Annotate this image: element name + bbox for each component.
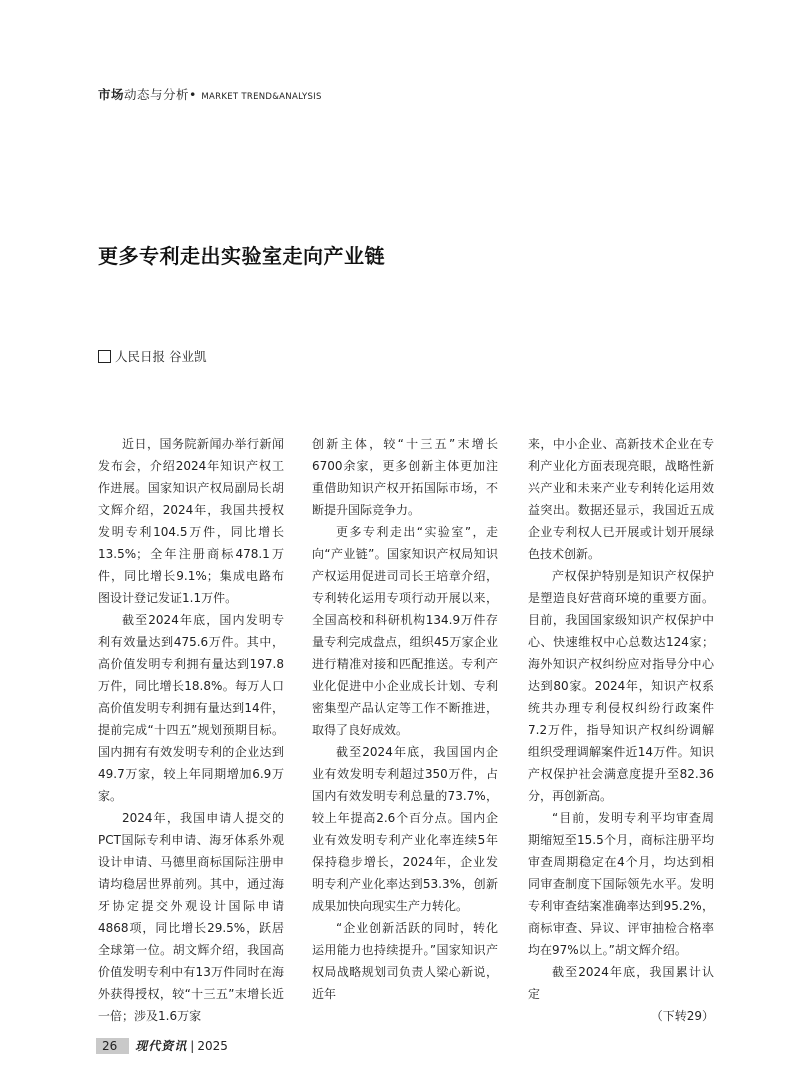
continued-note: （下转29）	[650, 1009, 714, 1023]
paragraph: 2024年，我国申请人提交的PCT国际专利申请、海牙体系外观设计申请、马德里商标国际注册申请均稳居世界前列。其中，通过海牙协定提交外观设计国际申请4868项，同比增长29.5%，跃居全球第一位。胡文辉介绍，我国高价值发明专利中有13万件同时在海外获得授权，较“十三五”末增长近一倍；涉及1.6万家	[98, 811, 284, 1023]
paragraph: 近日，国务院新闻办举行新闻发布会，介绍2024年知识产权工作进展。国家知识产权局副局长胡文辉介绍，2024年，我国共授权发明专利104.5万件，同比增长13.5%；全年注册商标478.1万件，同比增长9.1%；集成电路布图设计登记发证1.1万件。	[98, 437, 284, 605]
section-name-bold: 市场	[98, 87, 125, 102]
column-2	[312, 433, 498, 1005]
column-3	[528, 433, 714, 1027]
footer-separator: |	[190, 1038, 195, 1053]
issue-year: 2025	[197, 1038, 228, 1053]
page-footer	[96, 1037, 228, 1054]
byline	[98, 347, 206, 365]
paragraph: 截至2024年底，国内发明专利有效量达到475.6万件。其中，高价值发明专利拥有量达到197.8万件，同比增长18.8%。每万人口高价值发明专利拥有量达到14件，提前完成“十四五”规划预期目标。国内拥有有效发明专利的企业达到49.7万家，较上年同期增加6.9万家。	[98, 613, 284, 803]
paragraph: 产权保护特别是知识产权保护是塑造良好营商环境的重要方面。目前，我国国家级知识产权保护中心、快速维权中心总数达124家；海外知识产权纠纷应对指导分中心达到80家。2024年，知识产权系统共办理专利侵权纠纷行政案件7.2万件，指导知识产权纠纷调解组织受理调解案件近14万件。知识产权保护社会满意度提升至82.36分，再创新高。	[528, 569, 714, 803]
paragraph: 截至2024年底，我国累计认定	[528, 965, 714, 1001]
square-icon	[98, 350, 111, 363]
paragraph: 更多专利走出“实验室”，走向“产业链”。国家知识产权局知识产权运用促进司司长王培章介绍，专利转化运用专项行动开展以来，全国高校和科研机构134.9万件存量专利完成盘点，组织45万家企业进行精准对接和匹配推送。专利产业化促进中小企业成长计划、专利密集型产品认定等工作不断推进，取得了良好成效。	[312, 525, 498, 737]
magazine-name: 现代资讯	[135, 1039, 188, 1053]
paragraph: 截至2024年底，我国国内企业有效发明专利超过350万件，占国内有效发明专利总量的73.7%，较上年提高2.6个百分点。国内企业有效发明专利产业化率连续5年保持稳步增长，2024年，企业发明专利产业化率达到53.3%，创新成果加快向现实生产力转化。	[312, 745, 498, 913]
paragraph: 来，中小企业、高新技术企业在专利产业化方面表现亮眼，战略性新兴产业和未来产业专利转化运用效益突出。数据还显示，我国近五成企业专利权人已开展或计划开展绿色技术创新。	[528, 437, 714, 561]
byline-text: 人民日报 谷业凯	[115, 349, 207, 364]
article-title: 更多专利走出实验室走向产业链	[98, 244, 385, 268]
page-number: 26	[96, 1038, 129, 1054]
paragraph: “企业创新活跃的同时，转化运用能力也持续提升。”国家知识产权局战略规划司负责人梁心新说，近年	[312, 921, 498, 1001]
column-1	[98, 433, 284, 1027]
paragraph: 创新主体，较“十三五”末增长6700余家，更多创新主体更加注重借助知识产权开拓国际市场，不断提升国际竞争力。	[312, 437, 498, 517]
section-header	[98, 85, 322, 103]
header-bullet: •	[189, 87, 197, 102]
paragraph: “目前，发明专利平均审查周期缩短至15.5个月，商标注册平均审查周期稳定在4个月，均达到相同审查制度下国际领先水平。发明专利审查结案准确率达到95.2%，商标审查、异议、评审抽检合格率均在97%以上。”胡文辉介绍。	[528, 811, 714, 957]
section-name-rest: 动态与分析	[124, 87, 190, 102]
section-name-en: MARKET TREND&ANALYSIS	[201, 92, 322, 102]
